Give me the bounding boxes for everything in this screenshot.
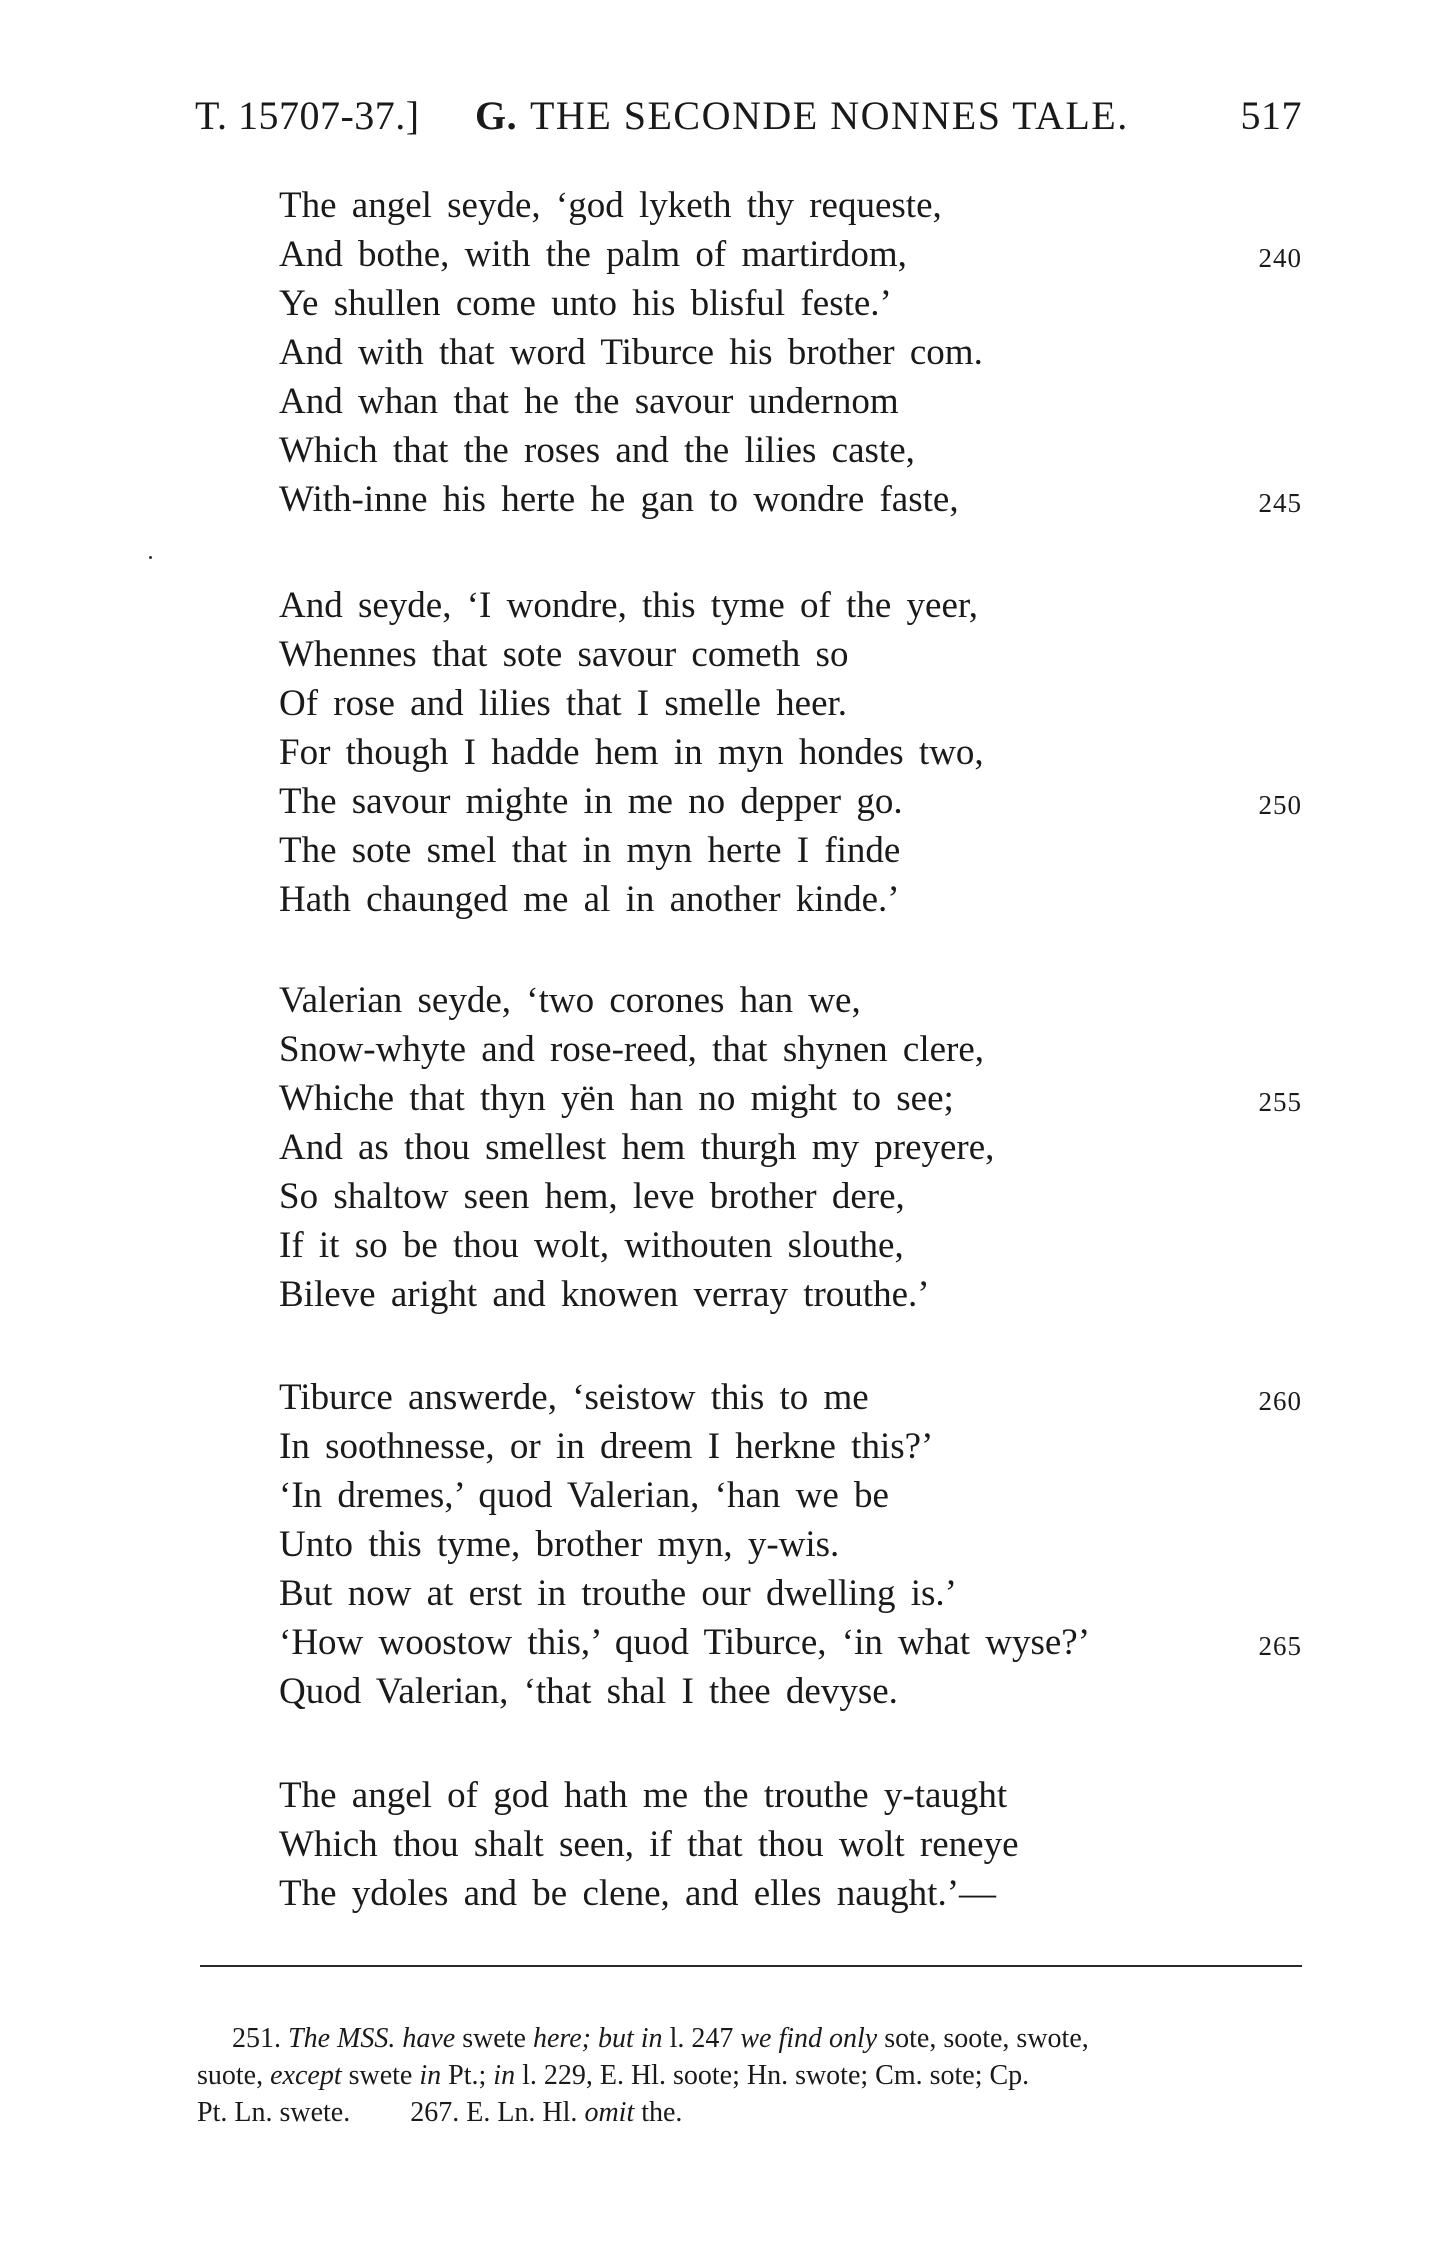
verse-text: But now at erst in trouthe our dwelling is.’: [279, 1573, 957, 1614]
verse-text: Hath chaunged me al in another kinde.’: [279, 879, 900, 920]
verse-line: [279, 1569, 1302, 1618]
line-number: 265: [1258, 1631, 1302, 1661]
verse-text: ‘How woostow this,’ quod Tiburce, ‘in what wyse?’: [279, 1622, 1091, 1663]
verse-text: The angel seyde, ‘god lyketh thy requeste,: [279, 185, 942, 226]
stanza-4: [279, 1373, 1302, 1716]
verse-text: The angel of god hath me the trouthe y-taught: [279, 1775, 1008, 1816]
verse-line: [279, 875, 1302, 924]
page-title: THE SECONDE NONNES TALE.: [530, 93, 1129, 138]
verse-text: And bothe, with the palm of martirdom,: [279, 234, 907, 275]
verse-line: [279, 1422, 1302, 1471]
verse-text: Snow-whyte and rose-reed, that shynen clere,: [279, 1029, 985, 1070]
line-number: 250: [1258, 790, 1302, 820]
verse-text: The ydoles and be clene, and elles naught.’—: [279, 1873, 997, 1914]
verse-text: Ye shullen come unto his blisful feste.’: [279, 283, 892, 324]
verse-line: [279, 426, 1302, 475]
verse-text: In soothnesse, or in dreem I herkne this?’: [279, 1426, 934, 1467]
line-number: 240: [1258, 243, 1302, 273]
verse-line: [279, 1373, 1302, 1422]
group-sigil: G.: [475, 93, 518, 138]
verse-line: [279, 630, 1302, 679]
verse-text: Tiburce answerde, ‘seistow this to me: [279, 1377, 869, 1418]
verse-text: If it so be thou wolt, withouten slouthe,: [279, 1225, 904, 1266]
verse-text: Of rose and lilies that I smelle heer.: [279, 683, 848, 724]
footnote-251: 251. The MSS. have swete here; but in l. 247 we find only sote, soote, swote,: [232, 2023, 1089, 2054]
verse-text: Quod Valerian, ‘that shal I thee devyse.: [279, 1671, 898, 1712]
verse-line: [279, 1869, 1302, 1918]
verse-line: [279, 475, 1302, 524]
line-number: 245: [1258, 488, 1302, 518]
verse-line: [279, 679, 1302, 728]
verse-line: [279, 1771, 1302, 1820]
print-speck: [149, 556, 152, 559]
verse-text: Which thou shalt seen, if that thou wolt reneye: [279, 1824, 1019, 1865]
line-reference: T. 15707-37.]: [195, 93, 420, 138]
verse-line: [279, 1123, 1302, 1172]
verse-text: ‘In dremes,’ quod Valerian, ‘han we be: [279, 1475, 889, 1516]
page-number: 517: [1240, 93, 1302, 138]
verse-line: [279, 1667, 1302, 1716]
verse-text: Valerian seyde, ‘two corones han we,: [279, 980, 861, 1021]
verse-text: Bileve aright and knowen verray trouthe.’: [279, 1274, 930, 1315]
verse-text: And with that word Tiburce his brother com.: [279, 332, 983, 373]
verse-text: Whennes that sote savour cometh so: [279, 634, 849, 675]
verse-line: [279, 1172, 1302, 1221]
verse-line: [279, 279, 1302, 328]
verse-line: [279, 728, 1302, 777]
line-number: 255: [1258, 1087, 1302, 1117]
verse-line: [279, 581, 1302, 630]
verse-text: The sote smel that in myn herte I finde: [279, 830, 901, 871]
verse-line: [279, 777, 1302, 826]
verse-line: [279, 1221, 1302, 1270]
verse-line: [279, 1074, 1302, 1123]
verse-text: The savour mighte in me no depper go.: [279, 781, 903, 822]
line-number: 260: [1258, 1386, 1302, 1416]
verse-text: And seyde, ‘I wondre, this tyme of the yeer,: [279, 585, 978, 626]
verse-text: Whiche that thyn yën han no might to see;: [279, 1078, 954, 1119]
verse-text: Unto this tyme, brother myn, y-wis.: [279, 1524, 840, 1565]
footnote-267: Pt. Ln. swete. 267. E. Ln. Hl. omit the.: [197, 2097, 683, 2128]
verse-text: For though I hadde hem in myn hondes two,: [279, 732, 984, 773]
stanza-3: [279, 976, 1302, 1319]
verse-text: With-inne his herte he gan to wondre faste,: [279, 479, 959, 520]
verse-text: So shaltow seen hem, leve brother dere,: [279, 1176, 905, 1217]
stanza-1: [279, 181, 1302, 524]
verse-line: [279, 826, 1302, 875]
footnotes: 251. The MSS. have swete here; but in l. 247 we find only sote, soote, swote, suote, except swete in Pt.; in l. 229, E. Hl. soote; Hn. swote; Cm. sote; Cp. Pt. Ln. swete. 267. E. Ln. Hl. omit the.: [197, 2020, 1304, 2131]
verse-text: Which that the roses and the lilies caste,: [279, 430, 915, 471]
verse-line: [279, 976, 1302, 1025]
verse-line: [279, 1025, 1302, 1074]
stanza-5: [279, 1771, 1302, 1918]
verse-line: [279, 1270, 1302, 1319]
verse-line: [279, 1618, 1302, 1667]
verse-line: [279, 1471, 1302, 1520]
running-header: [195, 92, 1302, 148]
verse-line: [279, 230, 1302, 279]
verse-line: [279, 377, 1302, 426]
verse-line: [279, 181, 1302, 230]
verse-line: [279, 328, 1302, 377]
stanza-2: [279, 581, 1302, 924]
footnote-rule: [200, 1965, 1302, 1967]
verse-text: And as thou smellest hem thurgh my preyere,: [279, 1127, 995, 1168]
verse-line: [279, 1520, 1302, 1569]
verse-text: And whan that he the savour undernom: [279, 381, 899, 422]
verse-line: [279, 1820, 1302, 1869]
